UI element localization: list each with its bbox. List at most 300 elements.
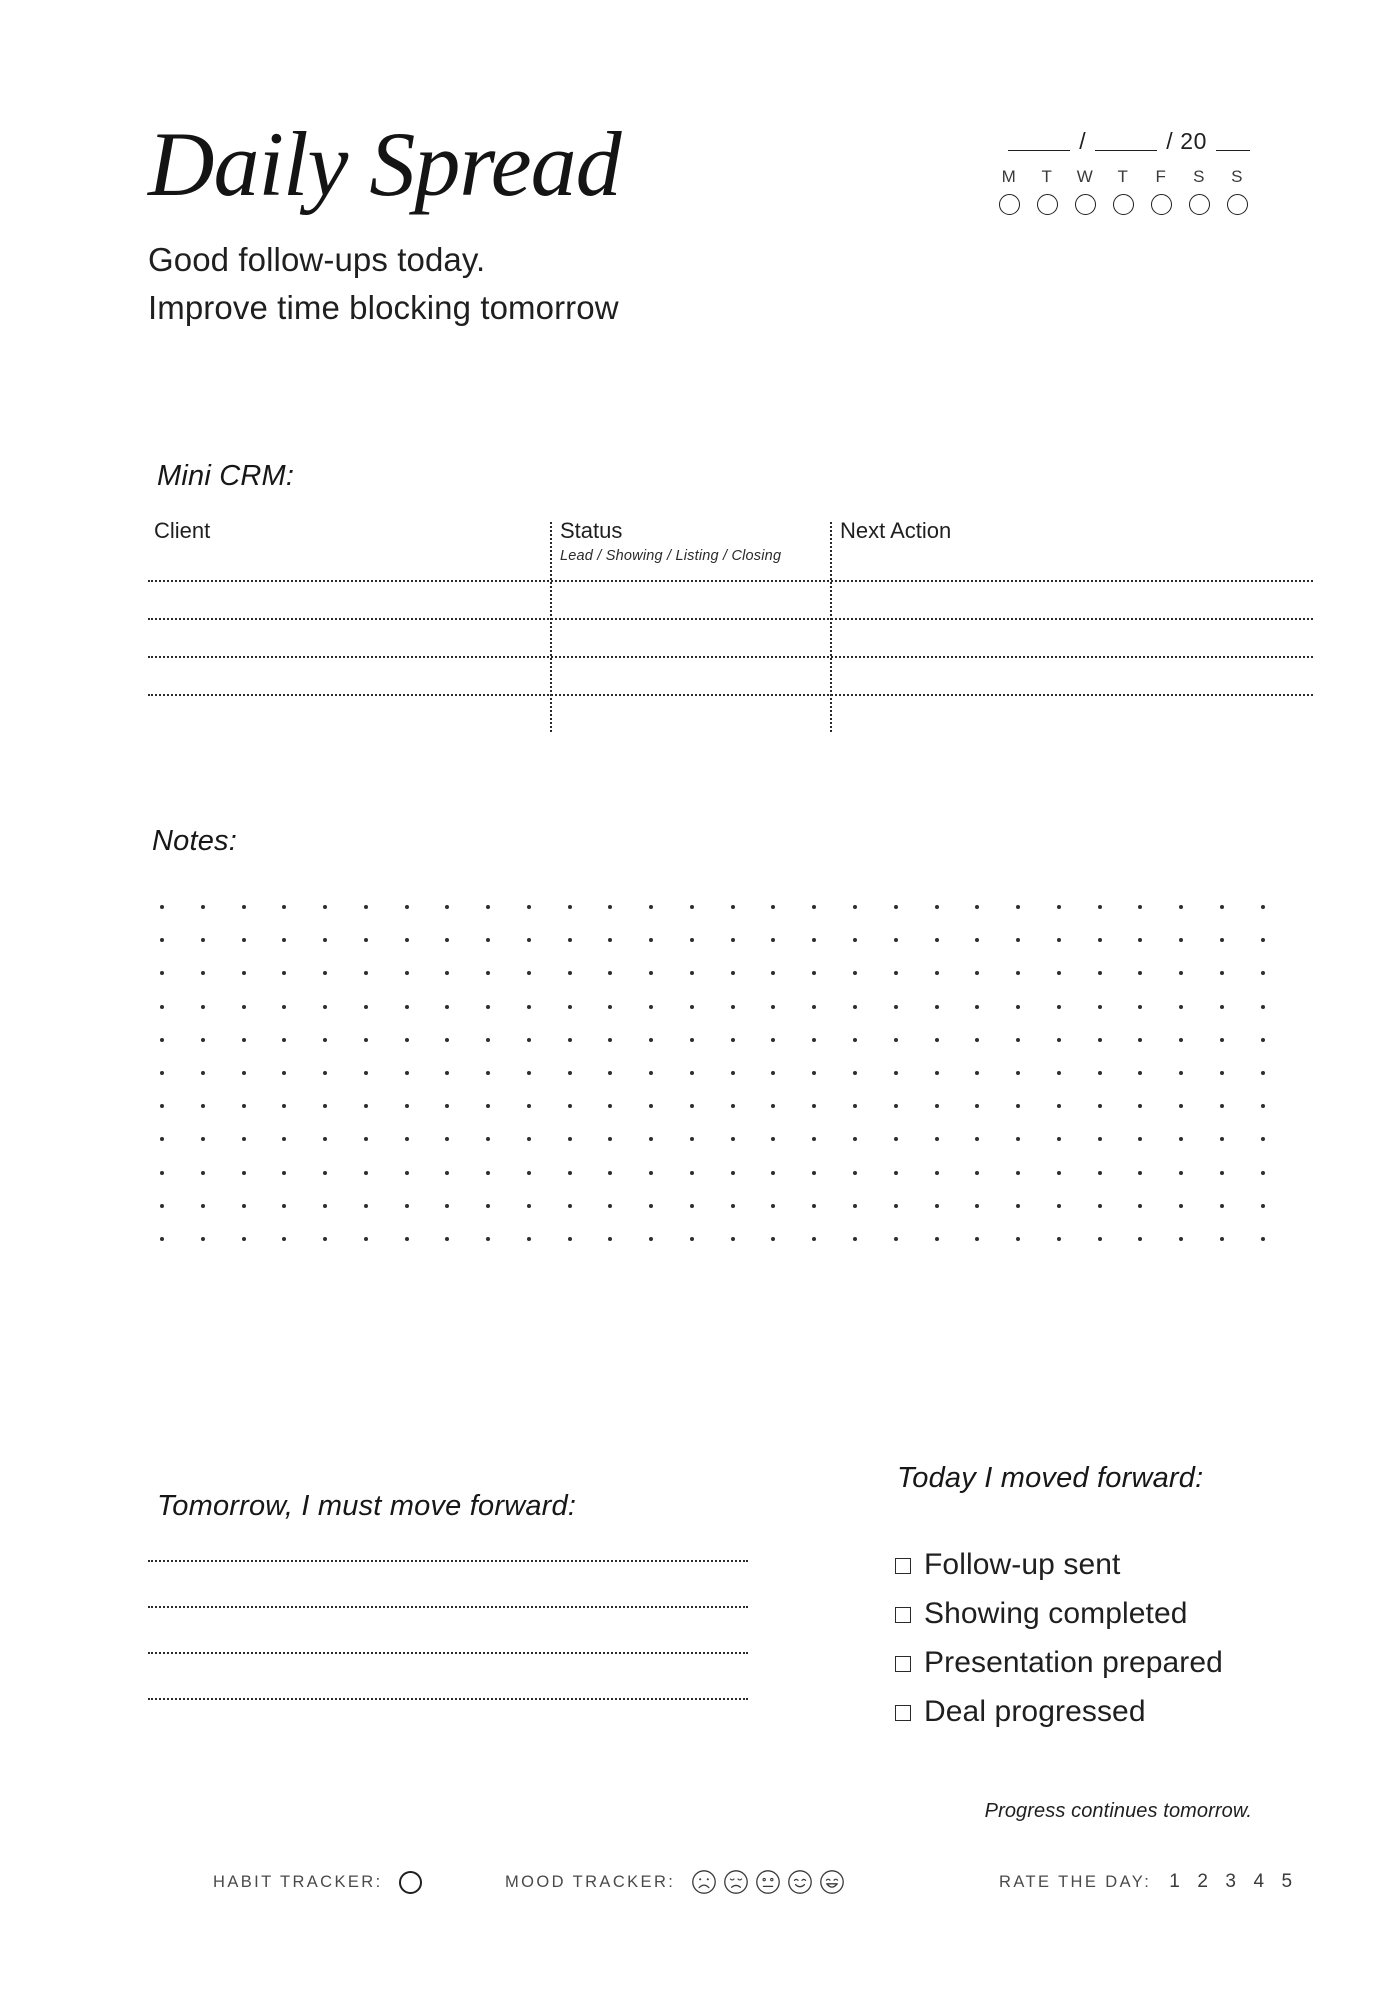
grid-dot [731,1237,735,1241]
date-separator-1: / [1079,128,1087,154]
grid-dot [935,971,939,975]
checklist-item-presentation-prepared[interactable] [895,1638,1315,1687]
grid-dot [364,1038,368,1042]
weekday-label-sun: S [1231,167,1243,186]
table-row-line[interactable] [148,694,1313,696]
dot-grid-row [160,1204,1265,1237]
table-row-line[interactable] [148,580,1313,582]
weekday-label-tue: T [1041,167,1053,186]
grid-dot [445,1237,449,1241]
column-divider-1 [550,522,552,732]
grid-dot [201,1204,205,1208]
grid-dot [282,1137,286,1141]
dot-grid-row [160,1137,1265,1170]
grid-dot [608,1104,612,1108]
grid-dot [568,1071,572,1075]
grid-dot [282,1104,286,1108]
grid-dot [445,905,449,909]
grid-dot [690,905,694,909]
grid-dot [894,1071,898,1075]
grid-dot [364,1204,368,1208]
grid-dot [282,1038,286,1042]
dot-grid-row [160,905,1265,938]
grid-dot [1098,1071,1102,1075]
grid-dot [282,1237,286,1241]
rate-option-3[interactable]: 3 [1225,1871,1237,1892]
grid-dot [1179,1104,1183,1108]
checklist-item-label: Follow-up sent [924,1547,1121,1581]
grid-dot [853,1204,857,1208]
mood-tracker-group [505,1862,845,1902]
grid-dot [364,1237,368,1241]
grid-dot [1179,1204,1183,1208]
grid-dot [364,971,368,975]
grid-dot [975,938,979,942]
grid-dot [853,905,857,909]
grid-dot [242,1038,246,1042]
date-entry-line[interactable] [982,128,1252,155]
dot-grid-row [160,1038,1265,1071]
grid-dot [282,1204,286,1208]
grid-dot [1057,1104,1061,1108]
circle-icon [1189,194,1210,215]
grid-dot [486,1204,490,1208]
date-year-prefix: 20 [1180,128,1207,154]
weekday-label-sat: S [1193,167,1205,186]
grid-dot [405,1237,409,1241]
grid-dot [649,1204,653,1208]
grid-dot [812,1204,816,1208]
grid-dot [1016,1005,1020,1009]
grid-dot [445,1071,449,1075]
grid-dot [894,1005,898,1009]
date-month-blank[interactable] [1095,135,1157,151]
grid-dot [1016,1204,1020,1208]
weekday-circle-mon[interactable] [994,194,1024,215]
grid-dot [242,1071,246,1075]
grid-dot [527,1171,531,1175]
grid-dot [1261,1104,1265,1108]
dot-grid-row [160,1171,1265,1204]
grid-dot [1261,1237,1265,1241]
mood-happy-icon[interactable] [787,1869,813,1895]
grid-dot [568,1204,572,1208]
grid-dot [894,938,898,942]
grid-dot [323,1071,327,1075]
weekday-labels [994,167,1252,187]
grid-dot [527,938,531,942]
grid-dot [568,938,572,942]
grid-dot [242,938,246,942]
grid-dot [364,1137,368,1141]
grid-dot [1057,1005,1061,1009]
grid-dot [731,1005,735,1009]
writing-line[interactable] [148,1698,748,1700]
mood-neutral-icon[interactable] [755,1869,781,1895]
grid-dot [160,1071,164,1075]
dot-grid-row [160,938,1265,971]
grid-dot [1261,938,1265,942]
weekday-circle-tue[interactable] [1032,194,1062,215]
grid-dot [201,1104,205,1108]
weekday-circle-thu[interactable] [1108,194,1138,215]
grid-dot [894,1171,898,1175]
table-row-line[interactable] [148,618,1313,620]
column-header-next-action: Next Action [840,518,952,543]
grid-dot [1138,1137,1142,1141]
habit-tracker-circle-icon[interactable] [399,1871,422,1894]
grid-dot [405,1071,409,1075]
grid-dot [975,971,979,975]
grid-dot [1179,971,1183,975]
grid-dot [690,1005,694,1009]
circle-icon [1151,194,1172,215]
grid-dot [568,1237,572,1241]
grid-dot [282,1071,286,1075]
grid-dot [405,971,409,975]
grid-dot [201,1171,205,1175]
grid-dot [975,1071,979,1075]
grid-dot [1220,971,1224,975]
mood-very-happy-icon[interactable] [819,1869,845,1895]
grid-dot [1138,1038,1142,1042]
grid-dot [1098,905,1102,909]
grid-dot [242,1171,246,1175]
grid-dot [1098,938,1102,942]
grid-dot [1220,1104,1224,1108]
grid-dot [812,1038,816,1042]
grid-dot [201,905,205,909]
grid-dot [568,1137,572,1141]
grid-dot [242,1104,246,1108]
grid-dot [649,938,653,942]
grid-dot [405,1104,409,1108]
column-header-status: Status [560,518,623,543]
grid-dot [1179,1171,1183,1175]
grid-dot [445,1137,449,1141]
grid-dot [690,1038,694,1042]
mood-tracker-label: MOOD TRACKER: [505,1872,676,1891]
grid-dot [731,905,735,909]
grid-dot [771,1171,775,1175]
grid-dot [771,1038,775,1042]
grid-dot [364,1071,368,1075]
grid-dot [1098,1137,1102,1141]
dot-grid-row [160,1104,1265,1137]
grid-dot [853,1137,857,1141]
grid-dot [853,1237,857,1241]
grid-dot [975,1204,979,1208]
mini-crm-section-label: Mini CRM: [157,460,295,492]
weekday-circle-sat[interactable] [1184,194,1214,215]
circle-icon [1113,194,1134,215]
grid-dot [1016,1038,1020,1042]
grid-dot [1016,1104,1020,1108]
grid-dot [935,1171,939,1175]
grid-dot [894,971,898,975]
column-header-client: Client [154,518,211,543]
grid-dot [1179,1237,1183,1241]
grid-dot [323,1005,327,1009]
dot-grid-row [160,1237,1265,1270]
grid-dot [608,1171,612,1175]
grid-dot [731,1204,735,1208]
grid-dot [690,1204,694,1208]
grid-dot [242,1005,246,1009]
tomorrow-section-label: Tomorrow, I must move forward: [157,1490,577,1522]
grid-dot [160,1104,164,1108]
grid-dot [1098,1104,1102,1108]
grid-dot [771,1071,775,1075]
grid-dot [731,1071,735,1075]
grid-dot [771,1237,775,1241]
grid-dot [894,1204,898,1208]
grid-dot [364,1005,368,1009]
grid-dot [486,971,490,975]
grid-dot [527,1204,531,1208]
checklist-item-follow-up-sent[interactable] [895,1540,1315,1589]
grid-dot [323,971,327,975]
weekday-label-fri: F [1155,167,1167,186]
grid-dot [486,1137,490,1141]
grid-dot [486,1104,490,1108]
grid-dot [282,1171,286,1175]
notes-section-label: Notes: [152,825,238,857]
page-title: Daily Spread [148,113,621,215]
grid-dot [731,1038,735,1042]
column-divider-2 [830,522,832,732]
grid-dot [405,1171,409,1175]
grid-dot [568,905,572,909]
grid-dot [771,1204,775,1208]
grid-dot [975,905,979,909]
grid-dot [405,1137,409,1141]
grid-dot [201,1038,205,1042]
page-subtitle [148,236,1258,332]
table-row-line[interactable] [148,656,1313,658]
grid-dot [568,1171,572,1175]
rate-option-4[interactable]: 4 [1253,1871,1265,1892]
grid-dot [445,938,449,942]
grid-dot [1057,971,1061,975]
grid-dot [1098,1005,1102,1009]
rate-option-1[interactable]: 1 [1169,1871,1181,1892]
grid-dot [771,1104,775,1108]
grid-dot [1138,938,1142,942]
writing-line[interactable] [148,1560,748,1562]
grid-dot [1138,1104,1142,1108]
grid-dot [1138,1204,1142,1208]
writing-line[interactable] [148,1606,748,1608]
grid-dot [1138,1237,1142,1241]
grid-dot [812,1005,816,1009]
grid-dot [242,1137,246,1141]
checklist-item-deal-progressed[interactable] [895,1687,1315,1736]
grid-dot [853,1104,857,1108]
grid-dot [486,1071,490,1075]
grid-dot [1220,905,1224,909]
grid-dot [1261,1204,1265,1208]
grid-dot [160,905,164,909]
grid-dot [486,1237,490,1241]
mood-sad-icon[interactable] [723,1869,749,1895]
grid-dot [445,971,449,975]
grid-dot [527,971,531,975]
grid-dot [812,1237,816,1241]
weekday-selectors [994,194,1252,215]
weekday-circle-wed[interactable] [1070,194,1100,215]
mood-very-sad-icon[interactable] [691,1869,717,1895]
weekday-label-thu: T [1117,167,1129,186]
mini-crm-table [148,518,1313,735]
weekday-circle-fri[interactable] [1146,194,1176,215]
date-widget [982,128,1252,215]
checklist-item-label: Showing completed [924,1596,1188,1630]
grid-dot [1261,1137,1265,1141]
grid-dot [1220,1137,1224,1141]
grid-dot [282,938,286,942]
grid-dot [527,1038,531,1042]
grid-dot [690,1237,694,1241]
grid-dot [935,1237,939,1241]
grid-dot [812,1171,816,1175]
grid-dot [1057,1237,1061,1241]
subtitle-line-1: Good follow-ups today. [148,241,486,278]
grid-dot [1261,1038,1265,1042]
grid-dot [160,1171,164,1175]
grid-dot [1057,1137,1061,1141]
grid-dot [771,971,775,975]
grid-dot [1220,1038,1224,1042]
grid-dot [935,1204,939,1208]
date-year-blank[interactable] [1216,135,1250,151]
grid-dot [1016,1071,1020,1075]
weekday-label-mon: M [1001,167,1017,186]
grid-dot [1016,971,1020,975]
grid-dot [323,938,327,942]
rate-option-5[interactable]: 5 [1281,1871,1293,1892]
rate-option-2[interactable]: 2 [1197,1871,1209,1892]
grid-dot [1016,1137,1020,1141]
circle-icon [1075,194,1096,215]
grid-dot [771,1005,775,1009]
grid-dot [1138,971,1142,975]
grid-dot [935,1071,939,1075]
grid-dot [527,1137,531,1141]
grid-dot [282,1005,286,1009]
grid-dot [975,1237,979,1241]
habit-tracker-label: HABIT TRACKER: [213,1872,383,1891]
grid-dot [1138,1005,1142,1009]
notes-dot-grid[interactable] [160,905,1265,1270]
grid-dot [568,1038,572,1042]
checklist-item-showing-completed[interactable] [895,1589,1315,1638]
grid-dot [1220,1204,1224,1208]
grid-dot [364,1171,368,1175]
rate-options [1169,1871,1292,1893]
grid-dot [201,1005,205,1009]
grid-dot [486,1171,490,1175]
grid-dot [1057,1204,1061,1208]
grid-dot [690,1171,694,1175]
grid-dot [1016,938,1020,942]
grid-dot [1261,1005,1265,1009]
date-separator-2: / [1166,128,1174,154]
grid-dot [771,905,775,909]
grid-dot [486,938,490,942]
grid-dot [731,938,735,942]
checkbox-icon[interactable] [895,1558,911,1574]
grid-dot [975,1038,979,1042]
tomorrow-writing-lines [148,1560,758,1744]
grid-dot [1098,971,1102,975]
grid-dot [649,1071,653,1075]
grid-dot [649,905,653,909]
grid-dot [690,971,694,975]
weekday-circle-sun[interactable] [1222,194,1252,215]
checkbox-icon[interactable] [895,1705,911,1721]
grid-dot [935,1104,939,1108]
grid-dot [1138,1071,1142,1075]
grid-dot [323,1237,327,1241]
writing-line[interactable] [148,1652,748,1654]
grid-dot [201,1237,205,1241]
grid-dot [405,905,409,909]
grid-dot [812,938,816,942]
grid-dot [405,1204,409,1208]
checkbox-icon[interactable] [895,1607,911,1623]
grid-dot [853,1171,857,1175]
grid-dot [364,1104,368,1108]
mini-crm-header-row [148,518,1313,580]
grid-dot [527,1071,531,1075]
grid-dot [608,1137,612,1141]
page-footer [0,1862,1400,1912]
grid-dot [242,971,246,975]
date-day-blank[interactable] [1008,135,1070,151]
grid-dot [1220,938,1224,942]
grid-dot [201,1071,205,1075]
grid-dot [608,1071,612,1075]
circle-icon [1037,194,1058,215]
grid-dot [527,1005,531,1009]
grid-dot [1179,938,1183,942]
grid-dot [649,1038,653,1042]
grid-dot [1016,1171,1020,1175]
grid-dot [1057,1171,1061,1175]
grid-dot [731,971,735,975]
grid-dot [894,1104,898,1108]
grid-dot [160,1237,164,1241]
grid-dot [975,1171,979,1175]
grid-dot [975,1137,979,1141]
grid-dot [527,1104,531,1108]
grid-dot [1179,1005,1183,1009]
grid-dot [1179,1038,1183,1042]
grid-dot [649,1005,653,1009]
checkbox-icon[interactable] [895,1656,911,1672]
grid-dot [935,1137,939,1141]
grid-dot [935,1038,939,1042]
grid-dot [771,1137,775,1141]
grid-dot [1098,1171,1102,1175]
progress-note: Progress continues tomorrow. [984,1800,1252,1822]
grid-dot [812,1104,816,1108]
grid-dot [975,1104,979,1108]
grid-dot [1057,1071,1061,1075]
grid-dot [812,905,816,909]
grid-dot [568,971,572,975]
